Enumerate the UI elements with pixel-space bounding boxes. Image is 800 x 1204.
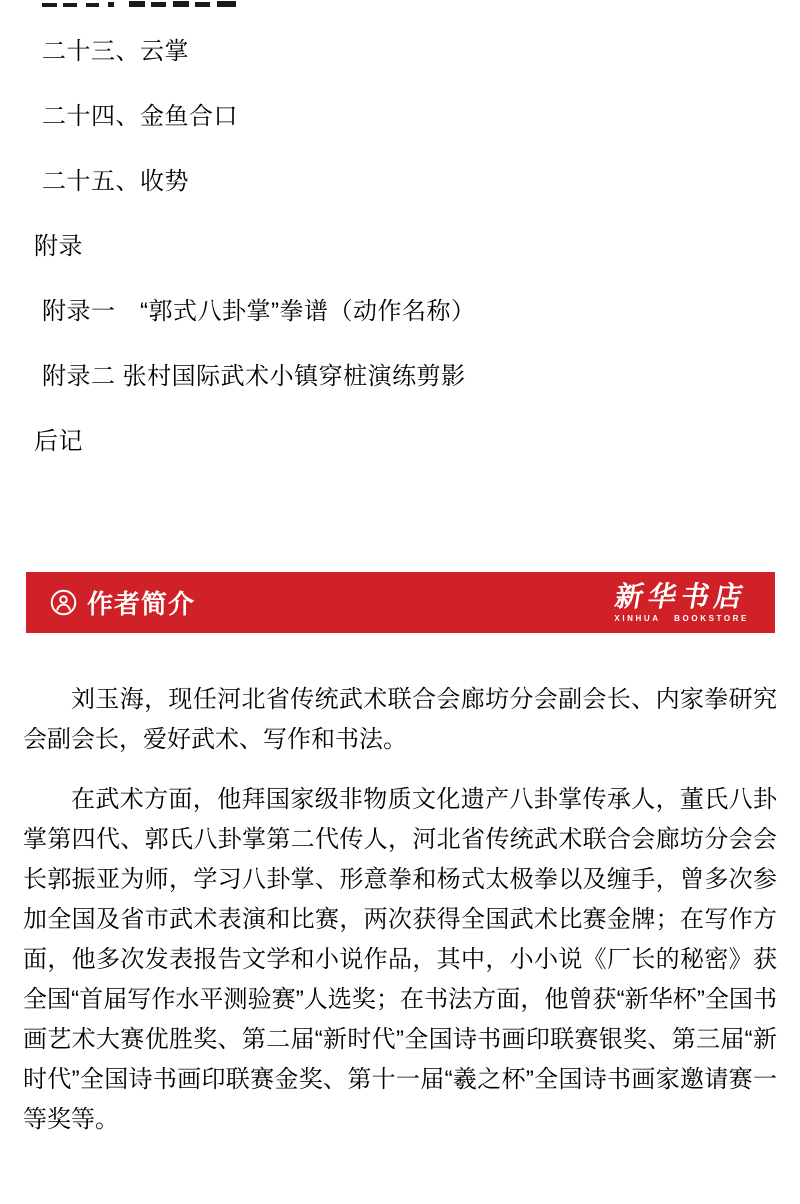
toc-item: 附录	[34, 233, 83, 260]
toc-item: 二十五、收势	[42, 168, 189, 195]
user-icon	[50, 589, 77, 616]
logo-latin-text: XINHUA BOOKSTORE	[614, 614, 749, 623]
author-section-banner	[26, 572, 775, 633]
section-title: 作者简介	[87, 589, 196, 619]
logo-chinese-text: 新华书店	[613, 581, 751, 612]
toc-item: 附录一 “郭式八卦掌”拳谱（动作名称）	[42, 298, 476, 325]
toc-item: 后记	[34, 428, 83, 455]
bio-paragraph: 在武术方面，他拜国家级非物质文化遗产八卦掌传承人，董氏八卦掌第四代、郭氏八卦掌第二代传人，河北省传统武术联合会廊坊分会会长郭振亚为师，学习八卦掌、形意拳和杨式太极拳以及缠手，曾多次参加全国及省市武术表演和比赛，两次获得全国武术比赛金牌；在写作方面，他多次发表报告文学和小说作品，其中，小小说《厂长的秘密》获全国“首届写作水平测验赛”人选奖；在书法方面，他曾获“新华杯”全国书画艺术大赛优胜奖、第二届“新时代”全国诗书画印联赛银奖、第三届“新时代”全国诗书画印联赛金奖、第十一届“羲之杯”全国诗书画家邀请赛一等奖等。	[23, 786, 777, 1133]
banner-title-group	[50, 584, 195, 621]
clipped-text-top	[42, 0, 236, 8]
author-bio	[23, 680, 777, 1140]
table-of-contents	[0, 37, 800, 492]
bio-paragraph: 刘玉海，现任河北省传统武术联合会廊坊分会副会长、内家拳研究会副会长，爱好武术、写作和书法。	[23, 686, 777, 753]
xinhua-bookstore-logo	[614, 582, 749, 623]
clipped-text-bottom	[31, 1199, 215, 1204]
toc-item: 二十四、金鱼合口	[42, 103, 238, 130]
toc-item: 二十三、云掌	[42, 38, 189, 65]
toc-item: 附录二 张村国际武术小镇穿桩演练剪影	[42, 363, 466, 390]
